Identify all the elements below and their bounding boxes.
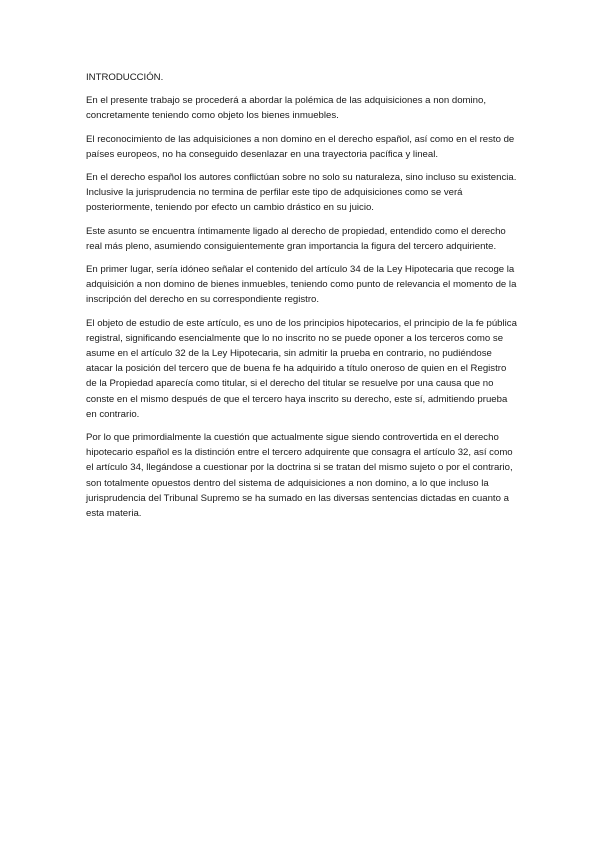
- paragraph-1: En el presente trabajo se procederá a abordar la polémica de las adquisiciones a non domino, concretamente teniendo como objeto los bienes inmuebles.: [86, 95, 486, 122]
- paragraph-7: Por lo que primordialmente la cuestión que actualmente sigue siendo controvertida en el derecho hipotecario español es la distinción entre el tercero adquirente que consagra el artículo 32, así como el artículo 34, llegándose a cuestionar por la doctrina si se tratan del mismo sujeto o por el contrario, son totalmente opuestos dentro del sistema de adquisiciones a non domino, a lo que incluso la jurisprudencia del Tribunal Supremo se ha sumado en las diversas sentencias dictadas en cuanto a esta materia.: [86, 432, 513, 520]
- paragraph-3: En el derecho español los autores conflictúan sobre no solo su naturaleza, sino incluso su existencia. Inclusive la jurisprudencia no termina de perfilar este tipo de adquisiciones como se verá posteriormente, teniendo por efecto un cambio drástico en su juicio.: [86, 172, 517, 214]
- paragraph-2: El reconocimiento de las adquisiciones a non domino en el derecho español, así como en el resto de países europeos, no ha conseguido desenlazar en una trayectoria pacífica y lineal.: [86, 133, 515, 160]
- section-heading: INTRODUCCIÓN.: [86, 72, 164, 83]
- document-body: [86, 70, 518, 529]
- paragraph-6: El objeto de estudio de este artículo, es uno de los principios hipotecarios, el principio de la fe pública registral, significando esencialmente que lo no inscrito no se puede oponer a los terceros como se asume en el artículo 32 de la Ley Hipotecaria, sin admitir la prueba en contrario, no pudiéndose atacar la posición del tercero que de buena fe ha adquirido a título oneroso de quien en el Registro de la Propiedad aparecía como titular, si el derecho del titular se resuelve por una causa que no conste en el mismo después de que el tercero haya inscrito su derecho, este sí, admitiendo prueba en contrario.: [86, 317, 517, 420]
- paragraph-4: Este asunto se encuentra íntimamente ligado al derecho de propiedad, entendido como el derecho real más pleno, asumiendo consiguientemente gran importancia la figura del tercero adquiriente.: [86, 225, 506, 252]
- paragraph-5: En primer lugar, sería idóneo señalar el contenido del artículo 34 de la Ley Hipotecaria que recoge la adquisición a non domino de bienes inmuebles, teniendo como punto de relevancia el momento de la inscripción del derecho en su correspondiente registro.: [86, 264, 517, 306]
